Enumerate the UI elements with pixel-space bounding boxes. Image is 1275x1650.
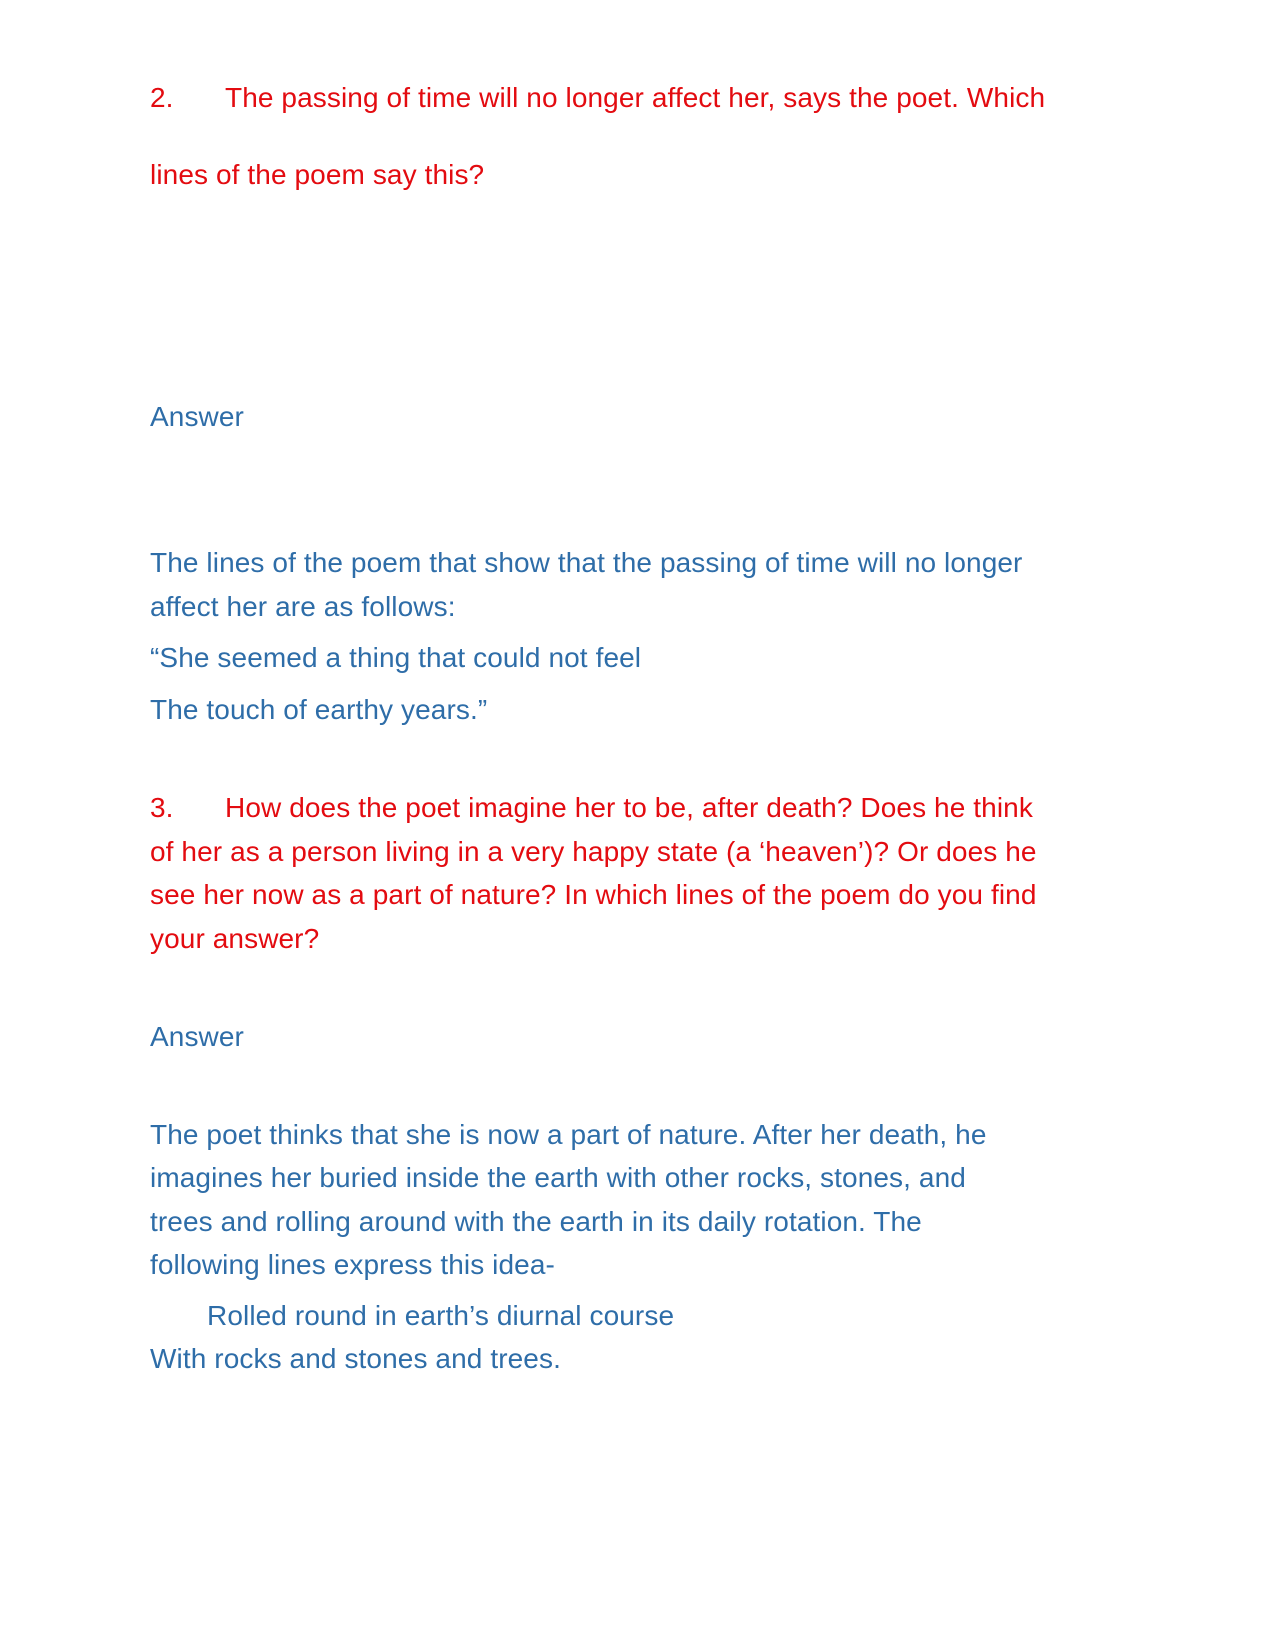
question-2-text-line-2: lines of the poem say this? (150, 159, 485, 190)
question-3-text-line-2: of her as a person living in a very happy state (a ‘heaven’)? Or does he (150, 836, 1037, 867)
answer-2-quote-line-2: The touch of earthy years.” (150, 694, 488, 725)
answer-3-poem-line-2: With rocks and stones and trees. (150, 1343, 561, 1374)
answer-2-line-1: The lines of the poem that show that the passing of time will no longer (150, 547, 1023, 578)
question-3-text-line-4: your answer? (150, 923, 320, 954)
answer-2-line-2: affect her are as follows: (150, 591, 456, 622)
answer-3-poem-line-1: Rolled round in earth’s diurnal course (207, 1300, 675, 1331)
answer-3-label: Answer (150, 1021, 244, 1052)
answer-3-line-1: The poet thinks that she is now a part of nature. After her death, he (150, 1119, 987, 1150)
answer-3-line-4: following lines express this idea- (150, 1249, 555, 1280)
answer-3-line-2: imagines her buried inside the earth with other rocks, stones, and (150, 1162, 966, 1193)
answer-2-quote-line-1: “She seemed a thing that could not feel (150, 642, 642, 673)
answer-2-label: Answer (150, 401, 244, 432)
question-2-line-1 (150, 84, 1045, 112)
question-2-text-line-1: The passing of time will no longer affect her, says the poet. Which (225, 82, 1046, 113)
question-3-number: 3. (150, 792, 174, 823)
answer-3-line-3: trees and rolling around with the earth in its daily rotation. The (150, 1206, 922, 1237)
question-3-text-line-1: How does the poet imagine her to be, after death? Does he think (225, 792, 1033, 823)
question-3-text-line-3: see her now as a part of nature? In which lines of the poem do you find (150, 879, 1037, 910)
question-3-line-1 (150, 794, 1033, 822)
question-2-number: 2. (150, 82, 174, 113)
